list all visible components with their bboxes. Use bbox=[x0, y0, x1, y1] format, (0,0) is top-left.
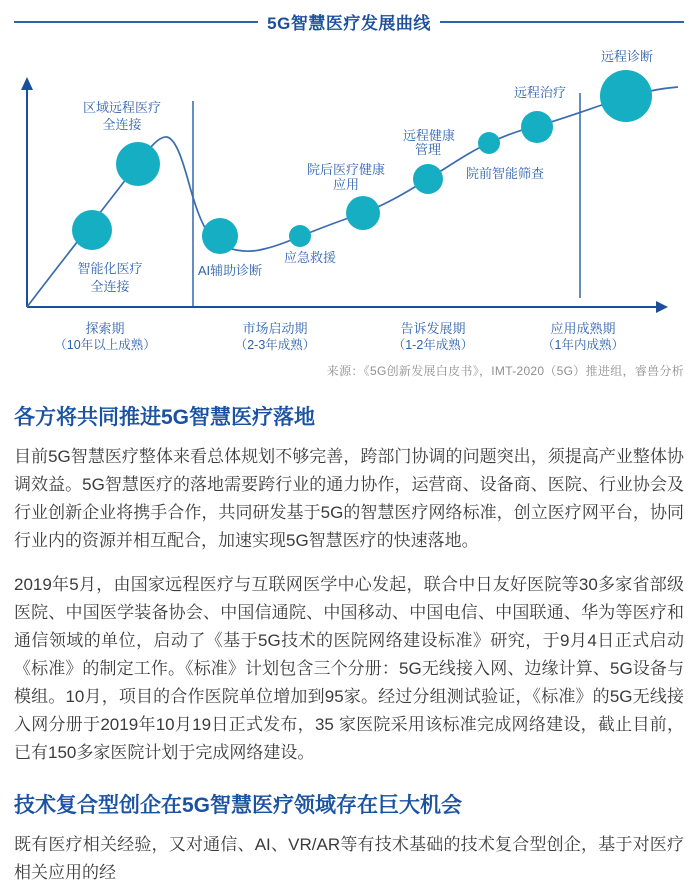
bubble-pre-hospital-screening bbox=[478, 132, 500, 154]
bubble-label-post-hospital-line2: 应用 bbox=[332, 177, 360, 192]
section-opportunity bbox=[14, 789, 684, 887]
paragraph: 既有医疗相关经验，又对通信、AI、VR/AR等有技术基础的技术复合型创企，基于对医疗相关应用的经 bbox=[14, 835, 684, 882]
bubble-ai-diagnosis bbox=[202, 218, 238, 254]
phase-label-2-maturity: （2-3年成熟） bbox=[234, 338, 316, 352]
phase-label-1-maturity: （10年以上成熟） bbox=[54, 338, 156, 352]
phase-label-3-name: 告诉发展期 bbox=[400, 321, 466, 336]
bubble-remote-health-mgmt bbox=[413, 164, 443, 194]
phase-label-1-name: 探索期 bbox=[85, 321, 125, 336]
bubble-label-remote-health-line2: 管理 bbox=[414, 142, 442, 157]
paragraph: 2019年5月，由国家远程医疗与互联网医学中心发起，联合中日友好医院等30多家省部级医院、中国医学装备协会、中国信通院、中国移动、中国电信、中国联通、华为等医疗和通信领域的单位，启动了《基于5G技术的医院网络建设标准》研究，于9月4日正式启动《标准》的制定工作。《标准》计划包含三个分册：5G无线接入网、边缘计算、5G设备与模组。10月，项目的合作医院单位增加到95家。经过分组测试验证，《标准》的5G无线接入网分册于2019年10月19日正式发布，35 家医院采用该标准完成网络建设，截止目前，已有150多家医院计划于完成网络建设。 bbox=[14, 575, 684, 762]
bubble-label-intelligent-line1: 智能化医疗 bbox=[77, 261, 143, 276]
y-axis-arrow-icon bbox=[21, 77, 33, 90]
bubble-label-regional-line1: 区域远程医疗 bbox=[82, 100, 162, 115]
bubble-remote-treatment bbox=[521, 111, 553, 143]
phase-label-2-name: 市场启动期 bbox=[242, 321, 308, 336]
section-heading: 各方将共同推进5G智慧医疗落地 bbox=[14, 406, 316, 429]
paragraph: 目前5G智慧医疗整体来看总体规划不够完善，跨部门协调的问题突出，须提高产业整体协调效益。5G智慧医疗的落地需要跨行业的通力协作，运营商、设备商、医院、行业协会及行业创新企业将携手合作，共同研发基于5G的智慧医疗网络标准，创立医疗网平台，协同行业内的资源并相互配合，加速实现5G智慧医疗的快速落地。 bbox=[14, 447, 684, 550]
title-rule-left bbox=[14, 21, 258, 23]
bubble-label-remote-treatment: 远程治疗 bbox=[513, 85, 567, 100]
bubble-label-emergency-rescue: 应急救援 bbox=[283, 250, 337, 265]
bubble-label-ai-diagnosis: AI辅助诊断 bbox=[197, 263, 263, 278]
bubble-intelligent-medical bbox=[72, 210, 112, 250]
bubble-label-pre-screening: 院前智能筛查 bbox=[465, 166, 545, 181]
bubble-label-regional-line2: 全连接 bbox=[102, 117, 142, 132]
bubble-emergency-rescue bbox=[289, 225, 311, 247]
bubble-regional-telemedicine bbox=[116, 142, 160, 186]
article-body bbox=[0, 401, 698, 887]
bubble-label-intelligent-line2: 全连接 bbox=[90, 279, 130, 294]
title-rule-right bbox=[440, 21, 684, 23]
section-heading: 技术复合型创企在5G智慧医疗领域存在巨大机会 bbox=[14, 794, 463, 817]
maturity-curve-chart bbox=[0, 48, 698, 379]
chart-title-bar bbox=[0, 0, 698, 34]
phase-label-3-maturity: （1-2年成熟） bbox=[392, 338, 474, 352]
section-cooperation bbox=[14, 401, 684, 767]
bubble-label-remote-health-line1: 远程健康 bbox=[402, 128, 456, 143]
bubble-label-post-hospital-line1: 院后医疗健康 bbox=[306, 162, 386, 177]
phase-label-4-maturity: （1年内成熟） bbox=[542, 338, 624, 352]
bubble-remote-diagnosis bbox=[600, 70, 652, 122]
chart-canvas bbox=[0, 48, 698, 356]
x-axis-arrow-icon bbox=[656, 301, 668, 313]
chart-source: 来源：《5G创新发展白皮书》，IMT-2020（5G）推进组，睿兽分析 bbox=[326, 364, 684, 378]
bubble-post-hospital-health bbox=[346, 196, 380, 230]
phase-label-4-name: 应用成熟期 bbox=[550, 321, 616, 336]
chart-title: 5G智慧医疗发展曲线 bbox=[267, 14, 431, 33]
bubble-label-remote-diagnosis: 远程诊断 bbox=[600, 49, 654, 64]
